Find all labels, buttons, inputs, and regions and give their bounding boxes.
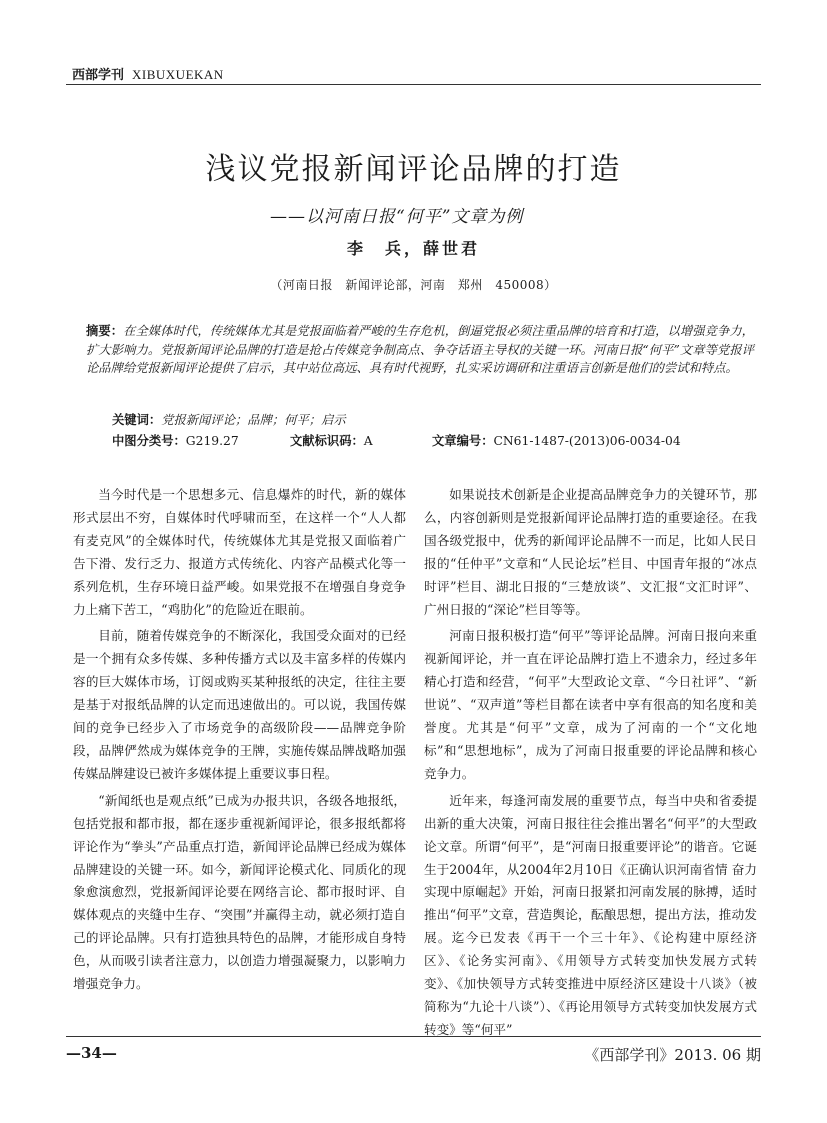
running-header <box>72 64 224 83</box>
doc-label: 文献标识码： <box>290 434 364 448</box>
paragraph: “新闻纸也是观点纸”已成为办报共识，各级各地报纸，包括党报和都市报，都在逐步重视新闻评论，很多报纸都将评论作为“拳头”产品重点打造，新闻评论品牌已经成为媒体品牌建设的关键一环。如今，新闻评论模式化、同质化的现象愈演愈烈，党报新闻评论要在网络言论、都市报时评、自媒体观点的夹缝中生存、“突围”并赢得主动，就必须打造自己的评论品牌。只有打造独具特色的品牌，才能形成自身特色，从而吸引读者注意力，以创造力增强凝聚力，以影响力增强竞争力。 <box>73 792 406 992</box>
keywords-text: 党报新闻评论；品牌；何平；启示 <box>161 413 346 427</box>
page-number: —34— <box>66 1044 117 1062</box>
authors: 李 兵，薛世君 <box>346 239 480 258</box>
clc-label: 中图分类号： <box>112 434 186 448</box>
left-column <box>73 484 406 1000</box>
article-number <box>432 431 681 449</box>
article-subtitle: ——以河南日报“何平”文章为例 <box>270 207 524 227</box>
paragraph: 近年来，每逢河南发展的重要节点，每当中央和省委提出新的重大决策，河南日报往往会推出署名“何平”的大型政论文章。所谓“何平”，是“河南日报重要评论”的谐音。它诞生于2004年，从2004年2月10日《正确认识河南省情 奋力实现中原崛起》开始，河南日报紧扣河南发展的脉搏，适时推出“何平”文章，营造舆论，酝酿思想，提出方法，推动发展。迄今已发表《再干一个三十年》、《论构建中原经济区》、《论务实河南》、《用领导方式转变加快发展方式转变》、《加快领导方式转变推进中原经济区建设十八谈》（被简称为“九论十八谈”）、《再论用领导方式转变加快发展方式转变》等“何平” <box>424 792 757 1037</box>
paragraph: 当今时代是一个思想多元、信息爆炸的时代，新的媒体形式层出不穷，自媒体时代呼啸而至，在这样一个“人人都有麦克风”的全媒体时代，传统媒体尤其是党报又面临着广告下滑、发行乏力、报道方式传统化、内容产品模式化等一系列危机，生存环境日益严峻。如果党报不在增强自身竞争力上痛下苦工，“鸡肋化”的危险近在眼前。 <box>73 487 406 617</box>
journal-name-en: XIBUXUEKAN <box>132 67 224 82</box>
paragraph: 目前，随着传媒竞争的不断深化，我国受众面对的已经是一个拥有众多传媒、多种传播方式以及丰富多样的传媒内容的巨大媒体市场，订阅或购买某种报纸的决定，往往主要是基于对报纸品牌的认定而迅速做出的。可以说，我国传媒间的竞争已经步入了市场竞争的高级阶段——品牌竞争阶段，品牌俨然成为媒体竞争的王牌，实施传媒品牌战略加强传媒品牌建设已被许多媒体提上重要议事日程。 <box>73 628 406 781</box>
journal-name: 西部学刊 <box>72 68 125 83</box>
right-column <box>424 484 757 1046</box>
clc-number <box>112 431 239 449</box>
abstract-text: 在全媒体时代，传统媒体尤其是党报面临着严峻的生存危机，倒逼党报必须注重品牌的培育和打造，以增强竞争力，扩大影响力。党报新闻评论品牌的打造是抢占传媒竞争制高点、争夺话语主导权的关键一环。河南日报“何平”文章等党报评论品牌给党报新闻评论提供了启示，其中站位高远、具有时代视野，扎实采访调研和注重语言创新是他们的尝试和特点。 <box>86 324 754 376</box>
keywords <box>112 410 346 428</box>
art-label: 文章编号： <box>432 434 494 448</box>
footer-rule <box>66 1036 761 1037</box>
paragraph: 河南日报积极打造“何平”等评论品牌。河南日报向来重视新闻评论，并一直在评论品牌打造上不遗余力，经过多年精心打造和经营，“何平”大型政论文章、“今日社评”、“新世说”、“双声道”等栏目都在读者中享有很高的知名度和美誉度。尤其是“何平”文章，成为了河南的一个“文化地标”和“思想地标”，成为了河南日报重要的评论品牌和核心竞争力。 <box>424 628 757 781</box>
header-rule <box>66 84 761 85</box>
affiliation: （河南日报 新闻评论部，河南 郑州 450008） <box>270 278 557 292</box>
abstract-label: 摘要： <box>86 324 124 338</box>
abstract <box>86 322 754 378</box>
clc-value: G219.27 <box>185 434 239 448</box>
document-code <box>290 431 373 449</box>
art-value: CN61-1487-(2013)06-0034-04 <box>493 434 681 448</box>
article-title: 浅议党报新闻评论品牌的打造 <box>205 152 622 187</box>
paragraph: 如果说技术创新是企业提高品牌竞争力的关键环节，那么，内容创新则是党报新闻评论品牌打造的重要途径。在我国各级党报中，优秀的新闻评论品牌不一而足，比如人民日报的“任仲平”文章和“人民论坛”栏目、中国青年报的“冰点时评”栏目、湖北日报的“三楚放谈”、文汇报“文汇时评”、广州日报的“深论”栏目等等。 <box>424 487 757 617</box>
doc-value: A <box>363 434 373 448</box>
keywords-label: 关键词： <box>112 413 162 427</box>
issue-info: 《西部学刊》2013. 06 期 <box>584 1046 761 1064</box>
